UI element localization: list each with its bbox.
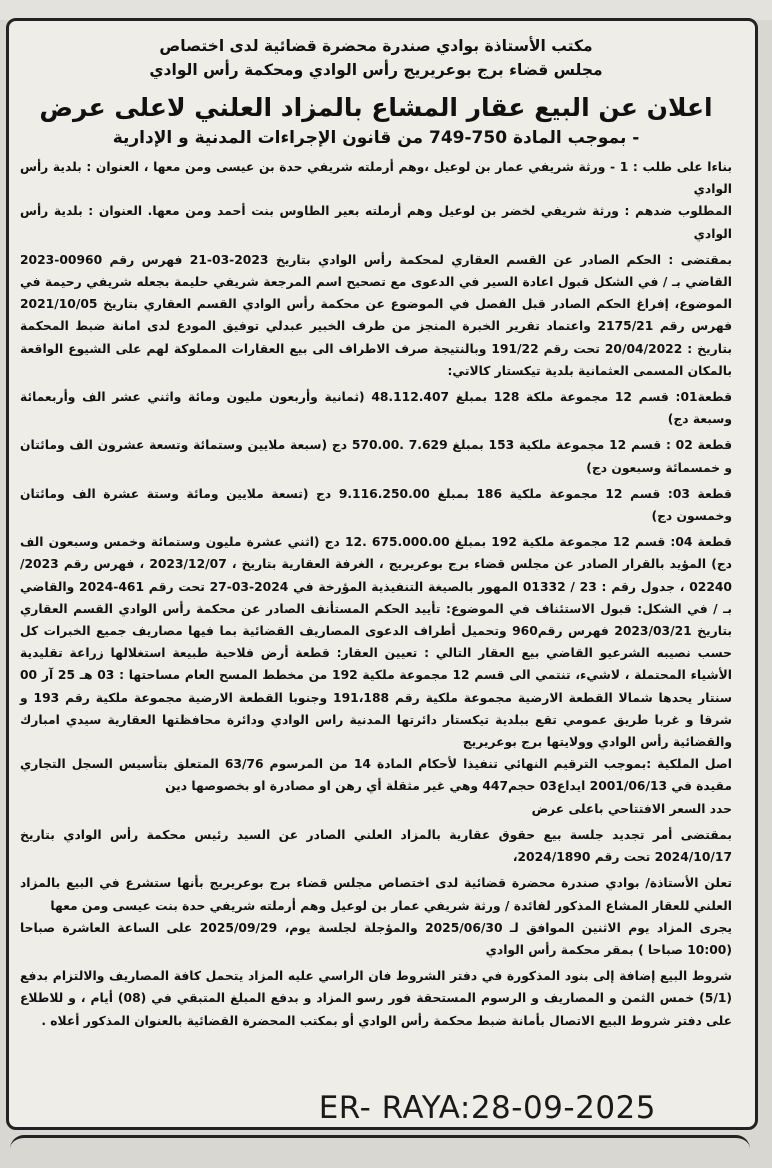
notice-content [20,28,732,1032]
judgment-paragraph: بمقتضى : الحكم الصادر عن القسم العقاري لمحكمة رأس الوادي بتاريخ 2023-03-21 فهرس رقم 00960-2023 القاضي بـ / في الشكل قبول اعادة السير في الدعوى مع تصحيح اسم المرجعة شريفي حليمة بجعله شريفي رحيمة في الموضوع، إفراغ الحكم الصادر قبل الفصل في الموضوع عن محكمة رأس الوادي القسم العقاري بتاريخ 2021/10/05 فهرس رقم 2175/21 واعتماد تقرير الخبرة المنجز من طرف الخبير عبدلي توفيق المودع لدى امانة ضبط المحكمة بتاريخ : 20/04/2022 تحت رقم 191/22 وبالنتيجة صرف الاطراف الى بيع العقارات المملوكة لهم على الشيوع الواقعة بالمكان المسمى العثمانية بلدية تيكستار كالاتي: [20,252,733,378]
plot-04-paragraph: قطعة 04: قسم 12 مجموعة ملكية 192 بمبلغ 675.000.00 .12 دج (اثني عشرة مليون وستمائة وخمس وسبعون الف دج) المؤيد بالقرار الصادر عن مجلس قضاء برج بوعريريج ، الغرفة العقارية بتاريخ ، 2023/12/07 ، فهرس رقم 2023/ 02240 ، جدول رقم : 23 / 01332 المهور بالصيغة التنفيذية المؤرخة في 2024-03-27 تحت رقم 461-2024 والقاضي بـ / في الشكل: قبول الاستئناف في الموضوع: تأييد الحكم المستأنف الصادر عن محكمة رأس الوادي القسم العقاري بتاريخ 2023/03/21 فهرس رقم960 وتحميل أطراف الدعوى المصاريف القضائية بما فيها مصاريف جميع الخبرات كل حسب نصيبه الشرعيو القاضي بيع العقار التالي : تعيين العقار: قطعة أرض فلاحية طبيعة استغلالها زراعة تقليدية الأشياء المحتملة ، لاشيء، تنتمي الى قسم 12 مجموعة ملكية 192 من مخطط المسح العام مساحتها : 03 هـ 25 آر 00 سنتار يحدها شمالا القطعة الارضية مجموعة ملكية رقم 191،188 وجنوبا القطعة الارضية مجموعة ملكية رقم 193 و شرقا و غربا طريق عمومي تقع ببلدية تيكستار دائرتها المدنية راس الوادي ودائرة محافظتها العقارية سيدي امبارك والقضائية رأس الوادي وولايتها برج بوعريريج [20,535,732,750]
plot-02-paragraph: قطعة 02 : قسم 12 مجموعة ملكية 153 بمبلغ 7.629 .570.00 دج (سبعة ملايين وستمائة وتسعة عشرون الف ومائتان و خمسمائة وسبعون دج) [20,438,733,475]
notice-subtitle: - بموجب المادة 750-749 من قانون الإجراءات المدنية و الإدارية [112,128,640,148]
plot-03-paragraph: قطعة 03: قسم 12 مجموعة ملكية 186 بمبلغ 9.116.250.00 دج (تسعة ملايين ومائة وستة عشرة الف ومائتان وخمسون دج) [20,486,732,524]
court-line: مجلس قضاء برج بوعريريج رأس الوادي ومحكمة رأس الوادي [149,61,603,79]
auction-date-paragraph: يجرى المزاد يوم الاثنين الموافق لـ 2025/06/30 والمؤجلة لجلسة يوم، 2025/09/29 على الساعة العاشرة صباحا (10:00 صباحا ) بمقر محكمة رأس الوادي [20,920,733,957]
renewal-order-paragraph: بمقتضى أمر تجديد جلسة بيع حقوق عقارية بالمزاد العلني الصادر عن السيد رئيس محكمة رأس الوادي بتاريخ 2024/10/17 تحت رقم 2024/1890، [20,827,732,865]
applicant-paragraph: بناءا على طلب : 1 - ورثة شريفي عمار بن لوعيل ،وهم أرملته شريفي حدة بن عيسى ومن معها ، العنوان : بلدية رأس الوادي [20,160,733,197]
opening-price-paragraph: حدد السعر الافتتاحي باعلى عرض [531,801,732,816]
office-line: مكتب الأستاذة بوادي صندرة محضرة قضائية لدى اختصاص [159,37,593,55]
plot-01-paragraph: قطعة01: قسم 12 مجموعة ملكة 128 بمبلغ 48.112.407 (ثمانية وأربعون مليون ومائة واثني عشر الف وأربعمائة وسبعة دج) [20,390,732,427]
sale-conditions-paragraph: شروط البيع إضافة إلى بنود المذكورة في دفتر الشروط فان الراسي عليه المزاد يتحمل كافة المصاريف والالتزام بدفع (5/1) خمس الثمن و المصاريف و الرسوم المستحقة فور رسو المزاد و بدفع المبلغ المتبقي في (08) أيام ، و للاطلاع على دفتر شروط البيع الاتصال بأمانة ضبط محكمة رأس الوادي أو بمكتب المحضرة القضائية بالعنوان المذكور أعلاه . [20,969,733,1028]
next-notice-frame-edge [10,1135,750,1168]
ownership-paragraph: اصل الملكية :بموجب الترقيم النهائي تنفيذا لأحكام المادة 14 من المرسوم 63/76 المتعلق بتأسيس السجل التجاري مقيدة في 2001/06/13 ايداع03 حجم447 وهي غير مثقلة أي رهن او مصادرة او بخصوصها دين [20,757,732,794]
notice-title: اعلان عن البيع عقار المشاع بالمزاد العلني لاعلى عرض [39,93,713,122]
announcement-paragraph: تعلن الأستاذة/ بوادي صندرة محضرة قضائية لدى اختصاص مجلس قضاء برج بوعريريج بأنها ستشرع في البيع بالمزاد العلني للعقار المشاع المذكور لفائدة / ورثة شريفي عمار بن لوعيل وهم أرملته شريفي حدة بنت عيسى ومن معها [20,876,732,913]
publication-stamp: ER- RAYA:28-09-2025 [318,1090,656,1126]
defendant-paragraph: المطلوب ضدهم : ورثة شريفي لخضر بن لوعيل وهم أرملته بعير الطاوس بنت أحمد ومن معها. العنوان : بلدية رأس الوادي [20,204,732,241]
page-top-strip [0,0,772,20]
